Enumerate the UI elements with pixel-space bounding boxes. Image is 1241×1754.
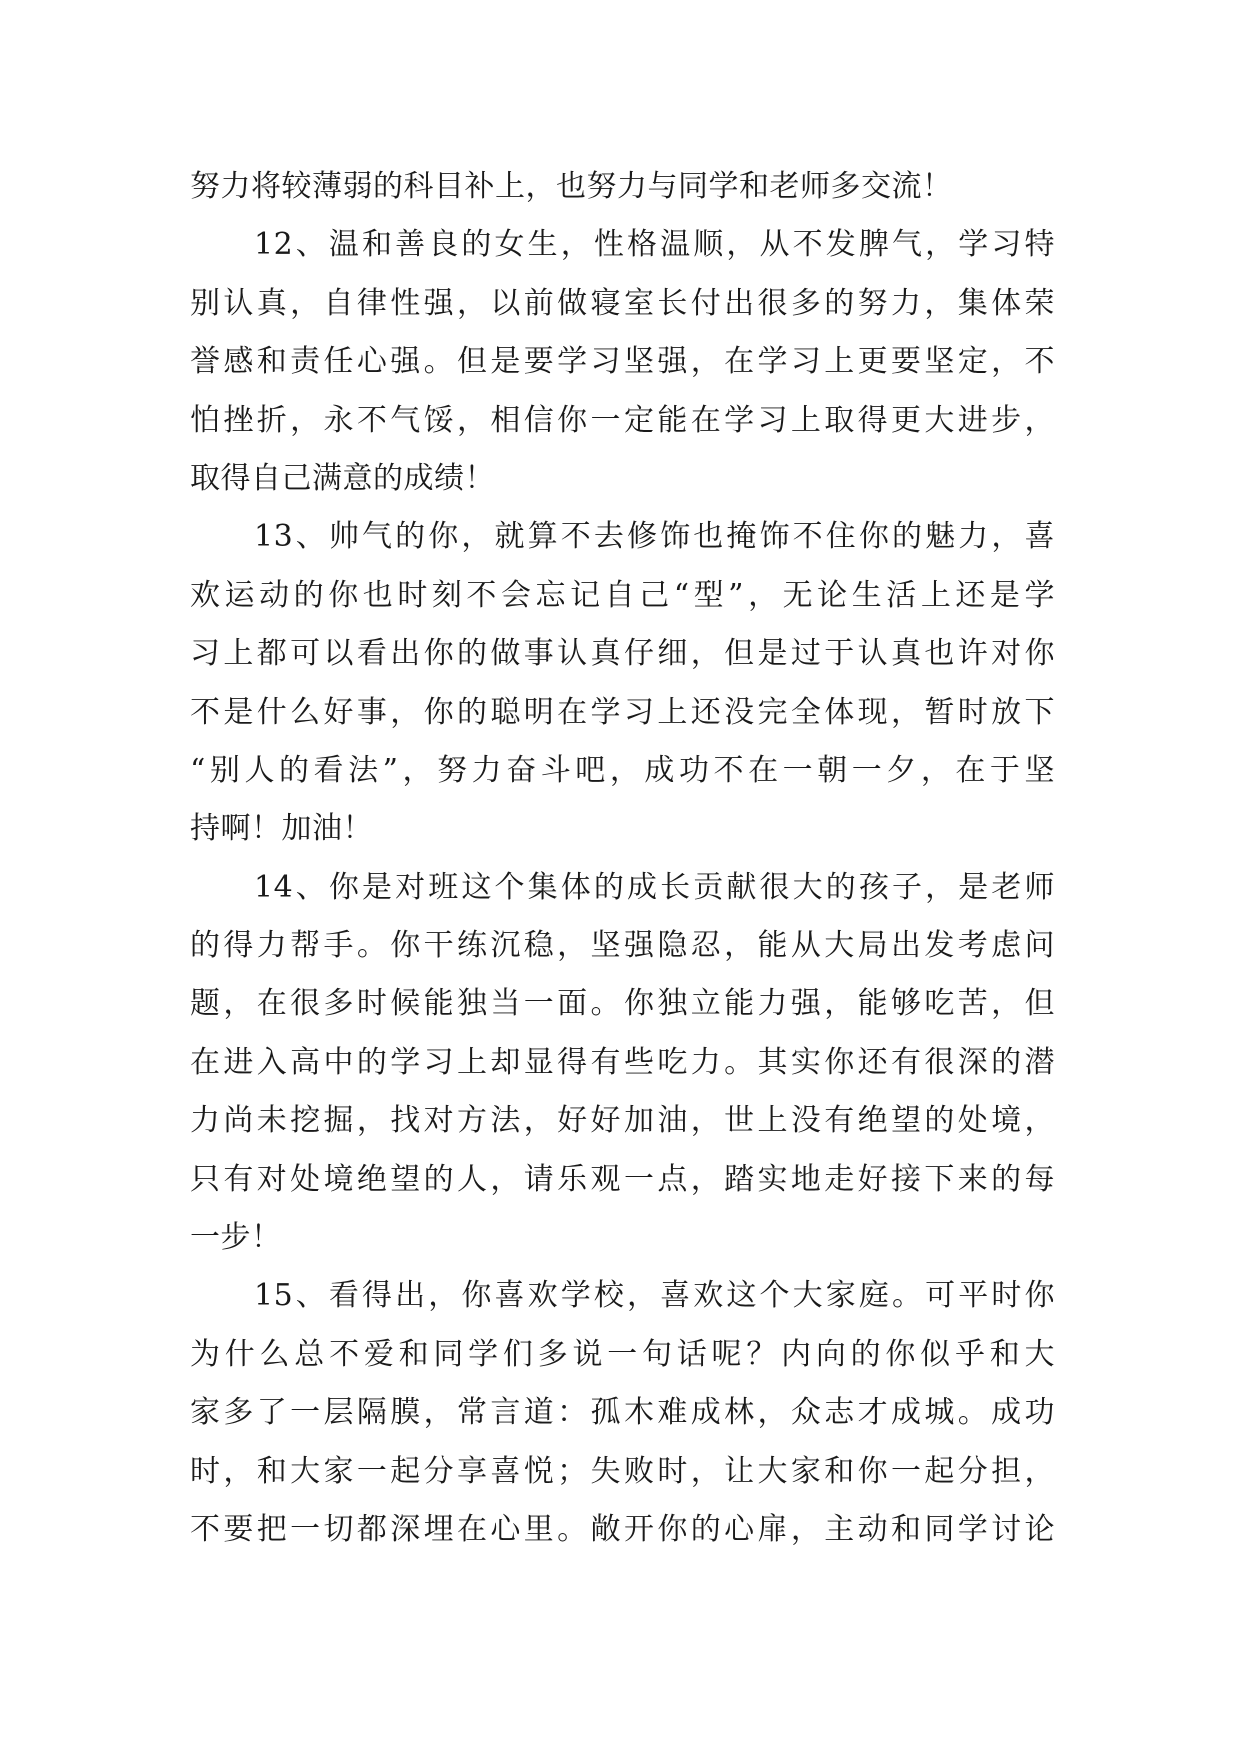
paragraph-13 — [190, 508, 1055, 858]
text-line: 13、帅气的你，就算不去修饰也掩饰不住你的魅力，喜 — [254, 519, 1055, 555]
text-line: “别人的看法”，努力奋斗吧，成功不在一朝一夕，在于坚 — [190, 752, 1055, 788]
text-line: 为什么总不爱和同学们多说一句话呢？内向的你似乎和大 — [190, 1336, 1055, 1372]
text-line: 别认真，自律性强，以前做寝室长付出很多的努力，集体荣 — [190, 285, 1055, 321]
text-line: 12、温和善良的女生，性格温顺，从不发脾气，学习特 — [254, 227, 1055, 263]
document-body — [190, 158, 1055, 1559]
text-line: 誉感和责任心强。但是要学习坚强，在学习上更要坚定，不 — [190, 344, 1055, 380]
text-line: 习上都可以看出你的做事认真仔细，但是过于认真也许对你 — [190, 636, 1055, 672]
paragraph-12 — [190, 216, 1055, 508]
paragraph-11-tail — [190, 158, 1055, 216]
text-line: 15、看得出，你喜欢学校，喜欢这个大家庭。可平时你 — [254, 1278, 1055, 1314]
text-line: 怕挫折，永不气馁，相信你一定能在学习上取得更大进步， — [190, 402, 1055, 438]
text-line: 家多了一层隔膜，常言道：孤木难成林，众志才成城。成功 — [190, 1395, 1055, 1431]
text-line: 在进入高中的学习上却显得有些吃力。其实你还有很深的潜 — [190, 1044, 1055, 1080]
text-line: 力尚未挖掘，找对方法，好好加油，世上没有绝望的处境， — [190, 1103, 1055, 1139]
text-line: 时，和大家一起分享喜悦；失败时，让大家和你一起分担， — [190, 1453, 1055, 1489]
text-line: 14、你是对班这个集体的成长贡献很大的孩子，是老师 — [254, 869, 1055, 905]
text-line: 只有对处境绝望的人，请乐观一点，踏实地走好接下来的每 — [190, 1161, 1055, 1197]
text-line: 取得自己满意的成绩！ — [190, 460, 495, 496]
paragraph-15 — [190, 1267, 1055, 1559]
text-line: 不要把一切都深埋在心里。敞开你的心扉，主动和同学讨论 — [190, 1511, 1055, 1547]
text-line: 题，在很多时候能独当一面。你独立能力强，能够吃苦，但 — [190, 986, 1055, 1022]
paragraph-14 — [190, 859, 1055, 1268]
text-line: 欢运动的你也时刻不会忘记自己“型”，无论生活上还是学 — [190, 577, 1055, 613]
text-line: 一步！ — [190, 1220, 282, 1256]
text-line: 努力将较薄弱的科目补上，也努力与同学和老师多交流！ — [190, 169, 953, 204]
text-line: 不是什么好事，你的聪明在学习上还没完全体现，暂时放下 — [190, 694, 1055, 730]
text-line: 的得力帮手。你干练沉稳，坚强隐忍，能从大局出发考虑问 — [190, 928, 1055, 964]
text-line: 持啊！加油！ — [190, 811, 373, 847]
